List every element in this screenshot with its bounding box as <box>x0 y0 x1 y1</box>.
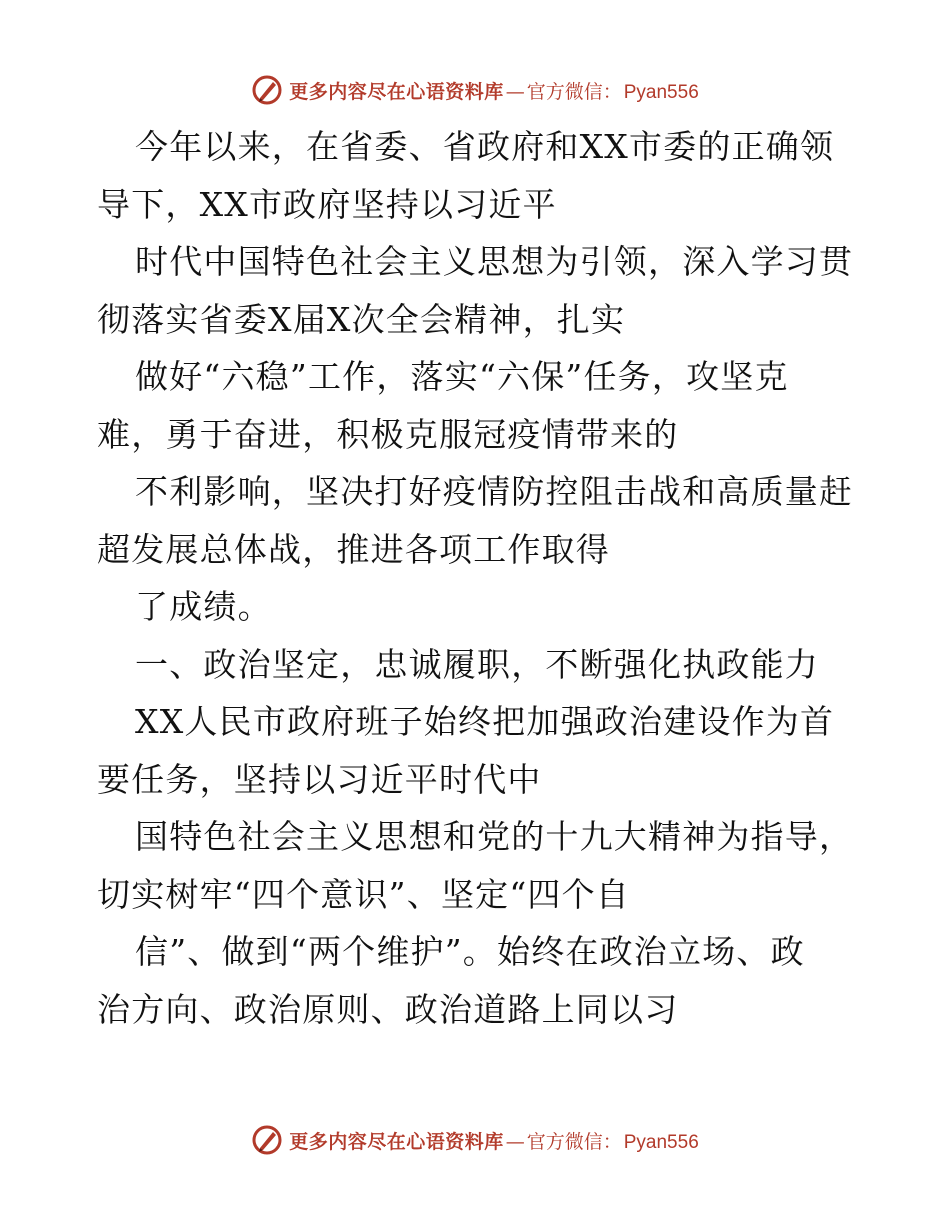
banner-text <box>289 1127 699 1154</box>
header-banner <box>0 70 950 110</box>
document-body <box>97 118 857 1038</box>
text-line: 国特色社会主义思想和党的十九大精神为指导， <box>135 817 854 856</box>
text-line: 时代中国特色社会主义思想为引领，深入学习贯 <box>135 242 854 281</box>
banner-wechat-id: Pyan556 <box>623 1131 699 1153</box>
text-line: 导下，XX市政府坚持以习近平 <box>97 184 557 224</box>
text-line: XX人民市政府班子始终把加强政治建设作为首 <box>135 702 835 741</box>
banner-wechat-label: 官方微信： <box>526 1130 622 1153</box>
text-line: 彻落实省委X届X次全会精神，扎实 <box>97 299 626 339</box>
banner-separator: — <box>505 1130 525 1153</box>
banner-main-text: 更多内容尽在心语资料库 <box>289 80 504 103</box>
text-line: 难，勇于奋进，积极克服冠疫情带来的 <box>97 414 679 454</box>
banner-wechat-label: 官方微信： <box>526 80 622 103</box>
banner-wechat-id: Pyan556 <box>623 81 699 103</box>
banner-text <box>289 77 699 104</box>
section-heading: 一、政治坚定，忠诚履职，不断强化执政能力 <box>135 644 819 684</box>
text-line: 了成绩。 <box>135 587 272 626</box>
text-line: 做好“六稳”工作，落实“六保”任务，攻坚克 <box>135 357 789 396</box>
pen-logo-icon <box>251 74 283 106</box>
text-line: 要任务，坚持以习近平时代中 <box>97 759 542 799</box>
banner-main-text: 更多内容尽在心语资料库 <box>289 1130 504 1153</box>
text-line: 超发展总体战，推进各项工作取得 <box>97 529 610 569</box>
banner-separator: — <box>505 80 525 103</box>
pen-logo-icon <box>251 1124 283 1156</box>
footer-banner <box>0 1120 950 1160</box>
text-line: 信”、做到“两个维护”。始终在政治立场、政 <box>135 932 805 971</box>
text-line: 今年以来，在省委、省政府和XX市委的正确领 <box>135 127 835 166</box>
text-line: 不利影响，坚决打好疫情防控阻击战和高质量赶 <box>135 472 854 511</box>
text-line: 切实树牢“四个意识”、坚定“四个自 <box>97 874 631 914</box>
text-line: 治方向、政治原则、政治道路上同以习 <box>97 989 679 1029</box>
